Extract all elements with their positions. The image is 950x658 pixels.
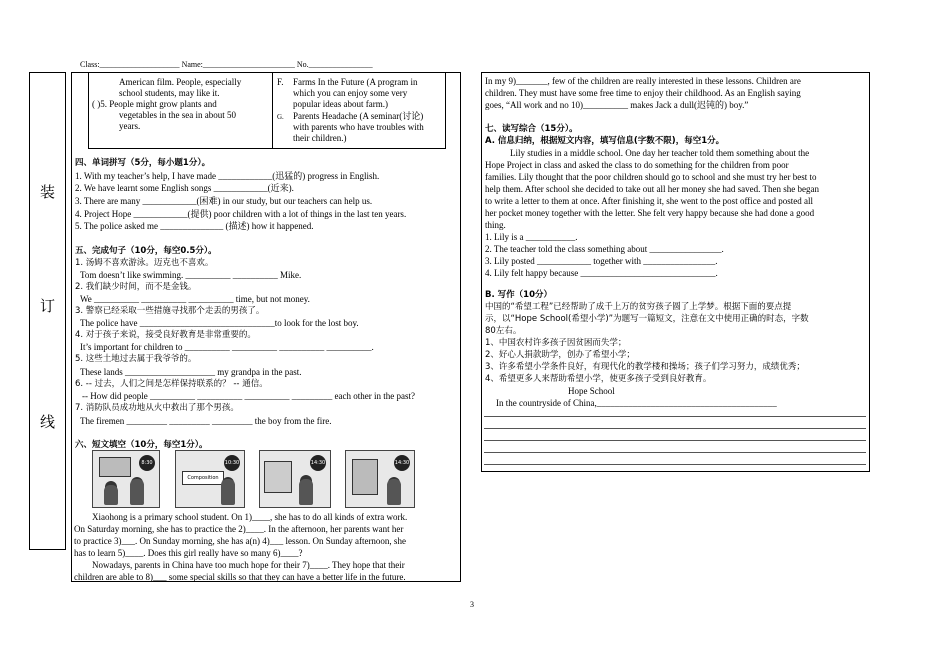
section-7-title: 七、读写综合（15分）。 bbox=[485, 124, 578, 134]
part-a-title: A. 信息归纳，根据短文内容，填写信息(字数不限)，每空1分。 bbox=[485, 136, 725, 146]
section-4-title: 四、单词拼写（5分，每小题1分）。 bbox=[75, 158, 211, 168]
picture-drawing-lesson bbox=[345, 450, 415, 508]
table-left-line: vegetables in the sea in about 50 bbox=[119, 110, 236, 120]
table-option-letter: F. bbox=[277, 77, 284, 87]
student-info-header bbox=[80, 60, 373, 69]
passage-line: Xiaohong is a primary school student. On 1)____, she has to do all kinds of extra work. bbox=[92, 512, 408, 522]
reading-passage-line: help them. After school she decided to take out all her money she had saved. Then she began bbox=[485, 184, 819, 194]
spelling-question: 5. The police asked me ______________ (描述) how it happened. bbox=[75, 221, 314, 231]
table-right-line: their children.) bbox=[293, 133, 347, 143]
spelling-question: 2. We have learnt some English songs ____________(近来). bbox=[75, 183, 294, 193]
binding-char-zhuang: 装 bbox=[39, 183, 55, 201]
info-question: 3. Lily posted ____________ together with ________________. bbox=[485, 256, 718, 266]
sentence-english: These lands ____________________ my grandpa in the past. bbox=[80, 367, 302, 377]
composition-board: Composition bbox=[182, 471, 224, 485]
spelling-question: 4. Project Hope ____________(提供) poor children with a lot of things in the last ten years. bbox=[75, 209, 407, 219]
clock-icon: 10:30 bbox=[224, 455, 240, 471]
passage-continuation: children. They must have some free time to enjoy their childhood. As an English saying bbox=[485, 88, 801, 98]
binding-char-ding: 订 bbox=[39, 297, 55, 315]
reading-passage-line: families. Lily thought that the poor children should go to school and she must try her best to bbox=[485, 172, 817, 182]
table-right-line: Farms In the Future (A program in bbox=[293, 77, 418, 87]
reading-passage-line: thing. bbox=[485, 220, 506, 230]
passage-line: children are able to 8)___ some special skills so that they can have a better life in the future. bbox=[74, 572, 406, 582]
sentence-chinese: 5. 这些土地过去属于我爷爷的。 bbox=[75, 354, 197, 364]
table-right-line: Parents Headache (A seminar(讨论) bbox=[293, 111, 424, 121]
essay-title: Hope School bbox=[568, 386, 615, 396]
writing-instruction: 80左右。 bbox=[485, 326, 522, 336]
spelling-question: 1. With my teacher’s help, I have made ____________(迅猛的) progress in English. bbox=[75, 171, 380, 181]
table-left-line: school students, may like it. bbox=[119, 88, 220, 98]
table-left-line: years. bbox=[119, 121, 141, 131]
sentence-chinese: 6. -- 过去，人们之间是怎样保持联系的？ -- 通信。 bbox=[75, 379, 268, 389]
info-question: 1. Lily is a ___________. bbox=[485, 232, 578, 242]
part-b-title: B. 写作（10分） bbox=[485, 290, 552, 300]
binding-char-xian: 线 bbox=[39, 413, 55, 431]
essay-first-line[interactable]: In the countryside of China,________________________________________ bbox=[496, 398, 777, 408]
name-field: Name:_______________________ bbox=[181, 60, 295, 69]
spelling-question: 3. There are many ____________(困难) in our study, but our teachers can help us. bbox=[75, 196, 373, 206]
writing-point: 2、好心人捐款助学，创办了希望小学； bbox=[485, 350, 635, 360]
writing-instruction: 示，以“Hope School(希望小学)”为题写一篇短文，注意在文中使用正确的时态，字数 bbox=[485, 314, 809, 324]
table-left-line: ( )5. People might grow plants and bbox=[92, 99, 217, 109]
passage-line: to practice 3)___. On Sunday morning, she has a(n) 4)___ lesson. On Sunday afternoon, she bbox=[74, 536, 406, 546]
table-right-line: popular ideas about farm.) bbox=[293, 99, 388, 109]
reading-passage-line: to write a letter to them at once. After finishing it, she went to the post office and posted all bbox=[485, 196, 813, 206]
clock-icon: 8:30 bbox=[139, 455, 155, 471]
table-right-line: with parents who have troubles with bbox=[293, 122, 424, 132]
page-number: 3 bbox=[470, 600, 474, 609]
writing-point: 1、中国农村许多孩子因贫困而失学； bbox=[485, 338, 627, 348]
sentence-chinese: 3. 警察已经采取一些措施寻找那个走丢的男孩了。 bbox=[75, 306, 265, 316]
sentence-english: -- How did people __________ __________ __________ _________ each other in the past? bbox=[82, 391, 415, 401]
passage-continuation: goes, “All work and no 10)__________ makes Jack a dull(迟钝的) boy.” bbox=[485, 100, 749, 110]
table-right-line: which you can enjoy some very bbox=[293, 88, 408, 98]
section-5-title: 五、完成句子（10分，每空0.5分）。 bbox=[75, 246, 217, 256]
info-question: 2. The teacher told the class something about ________________. bbox=[485, 244, 724, 254]
reading-passage-line: Hope Project in class and asked the class to do something for the children from poor bbox=[485, 160, 789, 170]
sentence-chinese: 4. 对于孩子来说，接受良好教育是非常重要的。 bbox=[75, 330, 256, 340]
writing-point: 4、希望更多人来帮助希望小学，使更多孩子受到良好教育。 bbox=[485, 374, 712, 384]
sentence-english: We __________ __________ __________ time, but not money. bbox=[80, 294, 310, 304]
right-panel bbox=[481, 72, 870, 472]
sentence-english: It’s important for children to __________ __________ __________ __________. bbox=[80, 342, 374, 352]
clock-icon: 14:30 bbox=[394, 455, 410, 471]
picture-piano-lesson bbox=[259, 450, 331, 508]
sentence-english: Tom doesn’t like swimming. __________ __________ Mike. bbox=[80, 270, 302, 280]
passage-continuation: In my 9)_______, few of the children are really interested in these lessons. Children are bbox=[485, 76, 801, 86]
sentence-english: The firemen _________ _________ _________ the boy from the fire. bbox=[80, 416, 332, 426]
writing-instruction: 中国的“希望工程”已经帮助了成千上万的贫穷孩子圆了上学梦。根据下面的要点提 bbox=[485, 302, 792, 312]
passage-line: On Saturday morning, she has to practice the 2)____. In the afternoon, her parents want her bbox=[74, 524, 404, 534]
reading-passage-line: Lily studies in a middle school. One day her teacher told them something about the bbox=[510, 148, 810, 158]
table-left-line: American film. People, especially bbox=[119, 77, 242, 87]
class-field: Class:____________________ bbox=[80, 60, 180, 69]
passage-line: has to learn 5)____. Does this girl really have so many 6)____? bbox=[74, 548, 303, 558]
picture-extra-work bbox=[92, 450, 160, 508]
clock-icon: 14:30 bbox=[310, 455, 326, 471]
passage-line: Nowadays, parents in China have too much hope for their 7)____. They hope that their bbox=[92, 560, 405, 570]
sentence-chinese: 1. 汤姆不喜欢游泳。迈克也不喜欢。 bbox=[75, 258, 214, 268]
info-question: 4. Lily felt happy because ______________________________. bbox=[485, 268, 718, 278]
reading-passage-line: her pocket money together with the letter. She felt very happy because she had done a good bbox=[485, 208, 815, 218]
table-option-letter: G. bbox=[277, 113, 284, 121]
number-field: No.________________ bbox=[296, 60, 373, 69]
sentence-english: The police have ______________________________to look for the lost boy. bbox=[80, 318, 359, 328]
writing-point: 3、许多希望小学条件良好，有现代化的教学楼和操场；孩子们学习努力，成绩优秀； bbox=[485, 362, 805, 372]
binding-margin bbox=[29, 72, 66, 550]
sentence-chinese: 2. 我们缺少时间，而不是金钱。 bbox=[75, 282, 197, 292]
sentence-chinese: 7. 消防队员成功地从火中救出了那个男孩。 bbox=[75, 403, 239, 413]
section-6-title: 六、短文填空（10分，每空1分）。 bbox=[75, 440, 208, 450]
picture-composition bbox=[175, 450, 245, 508]
